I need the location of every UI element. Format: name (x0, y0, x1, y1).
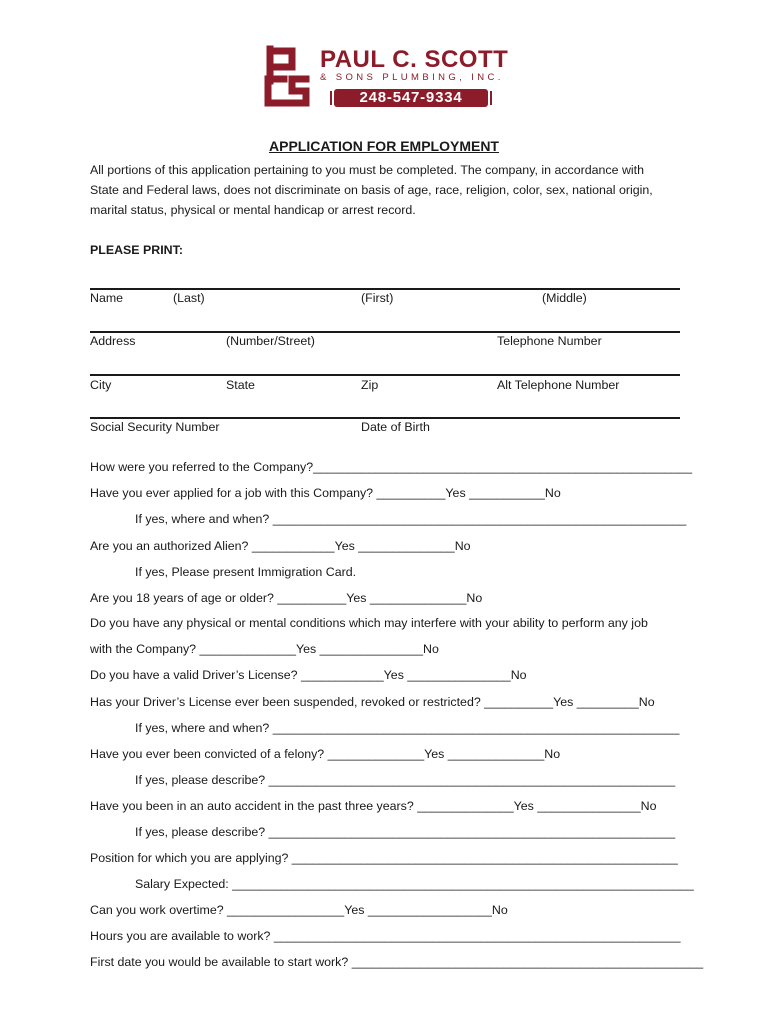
field-rule (90, 417, 680, 419)
intro-line: All portions of this application pertaining to you must be completed. The company, in accordance with (90, 163, 644, 177)
dob-label: Date of Birth (361, 420, 430, 434)
middle-name-label: (Middle) (542, 291, 587, 305)
question-hours: Hours you are available to work? ___________________________________________________________ (90, 929, 681, 943)
company-subtitle: & SONS PLUMBING, INC. (320, 72, 504, 83)
question-suspended-where: If yes, where and when? ___________________________________________________________ (135, 721, 680, 735)
question-salary: Salary Expected: ___________________________________________________________________ (135, 877, 694, 891)
first-name-label: (First) (361, 291, 394, 305)
question-referral: How were you referred to the Company?_______________________________________________________ (90, 460, 693, 474)
question-felony: Have you ever been convicted of a felony? ______________Yes ______________No (90, 747, 561, 761)
question-applied-where: If yes, where and when? ____________________________________________________________ (135, 512, 687, 526)
telephone-label: Telephone Number (497, 334, 602, 348)
field-rule (90, 374, 680, 376)
number-street-label: (Number/Street) (226, 334, 315, 348)
intro-line: State and Federal laws, does not discriminate on basis of age, race, religion, color, sex, national origin, (90, 183, 653, 197)
question-conditions-cont: with the Company? ______________Yes _______________No (90, 642, 439, 656)
field-rule (90, 288, 680, 290)
question-auto-accident: Have you been in an auto accident in the past three years? ______________Yes _______________No (90, 799, 657, 813)
question-felony-describe: If yes, please describe? ___________________________________________________________ (135, 773, 676, 787)
please-print-label: PLEASE PRINT: (90, 243, 183, 257)
zip-label: Zip (361, 378, 379, 392)
question-position: Position for which you are applying? ________________________________________________________ (90, 851, 678, 865)
question-accident-describe: If yes, please describe? ___________________________________________________________ (135, 825, 676, 839)
company-name: PAUL C. SCOTT (320, 46, 509, 73)
question-applied-before: Have you ever applied for a job with this Company? __________Yes ___________No (90, 486, 561, 500)
question-conditions: Do you have any physical or mental conditions which may interfere with your ability to perform any job (90, 616, 648, 630)
city-label: City (90, 378, 112, 392)
name-label: Name (90, 291, 124, 305)
form-title: APPLICATION FOR EMPLOYMENT (269, 138, 499, 154)
question-drivers-license: Do you have a valid Driver’s License? ____________Yes _______________No (90, 668, 527, 682)
company-logo-icon (262, 45, 312, 109)
state-label: State (226, 378, 255, 392)
alt-telephone-label: Alt Telephone Number (497, 378, 620, 392)
question-license-suspended: Has your Driver’s License ever been suspended, revoked or restricted? __________Yes _________No (90, 695, 655, 709)
question-authorized-alien: Are you an authorized Alien? ____________Yes ______________No (90, 539, 471, 553)
address-label: Address (90, 334, 136, 348)
question-start-date: First date you would be available to start work? ___________________________________________________ (90, 955, 704, 969)
last-name-label: (Last) (173, 291, 205, 305)
question-overtime: Can you work overtime? _________________Yes __________________No (90, 903, 508, 917)
ssn-label: Social Security Number (90, 420, 220, 434)
company-phone: 248-547-9334 (359, 89, 463, 106)
intro-line: marital status, physical or mental handicap or arrest record. (90, 203, 416, 217)
question-age: Are you 18 years of age or older? __________Yes ______________No (90, 591, 483, 605)
field-rule (90, 331, 680, 333)
note-immigration-card: If yes, Please present Immigration Card. (135, 565, 357, 579)
